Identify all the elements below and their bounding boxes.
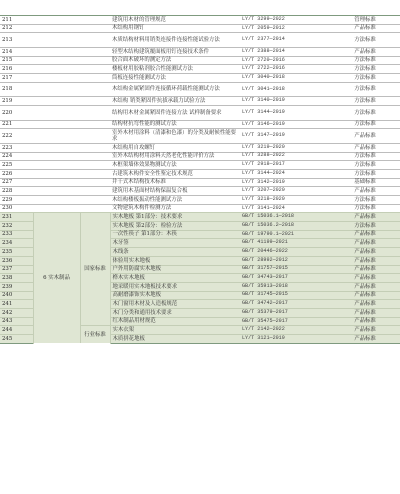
table-row	[0, 106, 400, 121]
standard-code: GB/T 19790.1—2021	[240, 230, 330, 239]
row-blank	[33, 24, 110, 33]
standard-type: 方法标准	[330, 204, 400, 213]
standard-name: 红木制品用材规范	[110, 317, 240, 326]
row-number: 226	[0, 169, 33, 178]
row-number: 221	[0, 120, 33, 129]
row-number: 237	[0, 265, 33, 274]
standard-code: LY/T 3218—2020	[240, 196, 330, 205]
standard-name: 实木衣架	[110, 326, 240, 335]
row-blank	[33, 33, 110, 48]
row-number: 228	[0, 187, 33, 196]
standard-code: LY/T 3219—2020	[240, 143, 330, 152]
standard-type: 产品标准	[330, 47, 400, 56]
row-blank	[33, 120, 110, 129]
row-blank	[33, 106, 110, 121]
standard-code: LY/T 3207—2020	[240, 187, 330, 196]
row-number: 225	[0, 161, 33, 170]
standard-code: LY/T 3144—2024	[240, 169, 330, 178]
standard-type: 产品标准	[330, 143, 400, 152]
standard-code: LY/T 3288—2022	[240, 152, 330, 161]
standard-name: 木门分类和通用技术要求	[110, 308, 240, 317]
standard-name: 榫木实木地板	[110, 274, 240, 283]
standard-code: GB/T 28992—2012	[240, 256, 330, 265]
table-row	[0, 33, 400, 48]
standard-code: LY/T 3140—2019	[240, 97, 330, 106]
row-blank	[33, 56, 110, 65]
standard-name: 木结构用钢钉	[110, 24, 240, 33]
row-number: 216	[0, 65, 33, 74]
standard-code: LY/T 3141—2024	[240, 204, 330, 213]
row-number: 244	[0, 326, 33, 335]
row-number: 222	[0, 129, 33, 144]
standard-code: GB/T 35379—2017	[240, 308, 330, 317]
table-row	[0, 152, 400, 161]
row-blank	[33, 47, 110, 56]
table-row	[0, 16, 400, 25]
standard-code: GB/T 35913—2018	[240, 282, 330, 291]
standard-code: LY/T 3144—2019	[240, 106, 330, 121]
row-number: 217	[0, 74, 33, 83]
standard-name: 胶合面木破坏的测定方法	[110, 56, 240, 65]
standard-code: GB/T 31757—2015	[240, 265, 330, 274]
standard-type: 方法标准	[330, 152, 400, 161]
standard-type: 方法标准	[330, 56, 400, 65]
national-standard-label: 国家标准	[80, 213, 110, 326]
standard-name: 木结构楼板振动性能测试方法	[110, 196, 240, 205]
standard-code: LY/T 3299—2022	[240, 16, 330, 25]
standard-code: LY/T 2918—2017	[240, 161, 330, 170]
row-blank	[33, 129, 110, 144]
standard-name: 古建筑木构件安全性鉴定技术规范	[110, 169, 240, 178]
standard-type: 方法标准	[330, 82, 400, 97]
row-number: 243	[0, 317, 33, 326]
table-row	[0, 187, 400, 196]
standard-type: 方法标准	[330, 65, 400, 74]
standard-type: 方法标准	[330, 106, 400, 121]
standard-code: LY/T 3041—2018	[240, 82, 330, 97]
row-number: 215	[0, 56, 33, 65]
row-blank	[33, 16, 110, 25]
standard-type: 产品标准	[330, 187, 400, 196]
standard-type: 产品标准	[330, 308, 400, 317]
standard-code: LY/T 2059—2012	[240, 24, 330, 33]
row-blank	[33, 143, 110, 152]
standard-code: LY/T 2722—2016	[240, 65, 330, 74]
standard-type: 产品标准	[330, 300, 400, 309]
row-number: 212	[0, 24, 33, 33]
table-row	[0, 178, 400, 187]
standard-code: LY/T 2388—2014	[240, 47, 330, 56]
standard-name: 井干式木结构技术标准	[110, 178, 240, 187]
standard-type: 产品标准	[330, 291, 400, 300]
standard-code: LY/T 3121—2019	[240, 335, 330, 344]
standard-type: 产品标准	[330, 248, 400, 257]
table-row	[0, 65, 400, 74]
row-number: 230	[0, 204, 33, 213]
standard-type: 产品标准	[330, 317, 400, 326]
row-number: 245	[0, 335, 33, 344]
row-number: 214	[0, 47, 33, 56]
standard-code: LY/T 2720—2016	[240, 56, 330, 65]
table-row	[0, 161, 400, 170]
row-blank	[33, 97, 110, 106]
standard-type: 产品标准	[330, 230, 400, 239]
standard-code: LY/T 3040—2018	[240, 74, 330, 83]
standard-code: GB/T 15036.1—2018	[240, 213, 330, 222]
row-blank	[33, 178, 110, 187]
standard-code: GB/T 20446—2022	[240, 248, 330, 257]
standard-name: 建筑用木基面材结构保温复合板	[110, 187, 240, 196]
standard-code: LY/T 2142—2022	[240, 326, 330, 335]
standard-name: 木框架墙体效果物测试方法	[110, 161, 240, 170]
row-blank	[33, 187, 110, 196]
standard-type: 产品标准	[330, 326, 400, 335]
row-number: 223	[0, 143, 33, 152]
row-number: 219	[0, 97, 33, 106]
table-row	[0, 74, 400, 83]
row-number: 220	[0, 106, 33, 121]
standard-name: 结构材抗弯性能的测试方法	[110, 120, 240, 129]
standard-code: GB/T 34742—2017	[240, 300, 330, 309]
standard-type: 产品标准	[330, 213, 400, 222]
row-number: 213	[0, 33, 33, 48]
row-number: 235	[0, 248, 33, 257]
standard-type: 基础标准	[330, 178, 400, 187]
standard-type: 方法标准	[330, 161, 400, 170]
row-blank	[33, 65, 110, 74]
category-cell: 6 实木制品	[33, 213, 80, 343]
standard-code: GB/T 34743—2017	[240, 274, 330, 283]
standard-name: 木质结构材料用销类连接件连接性能试验方法	[110, 33, 240, 48]
standard-code: LY/T 2377—2014	[240, 33, 330, 48]
standard-name: 室外木材用涂料（清漆和色漆）的分类及耐候性能要求	[110, 129, 240, 144]
row-number: 239	[0, 282, 33, 291]
standard-name: 建筑用木材的管理规范	[110, 16, 240, 25]
row-blank	[33, 196, 110, 205]
table-row	[0, 56, 400, 65]
row-blank	[33, 169, 110, 178]
standard-type: 管理标准	[330, 16, 400, 25]
row-number: 211	[0, 16, 33, 25]
standard-code: LY/T 3146—2019	[240, 120, 330, 129]
standard-code: GB/T 15036.2—2018	[240, 222, 330, 231]
standard-code: LY/T 3142—2019	[240, 178, 330, 187]
row-number: 240	[0, 291, 33, 300]
standard-type: 方法标准	[330, 120, 400, 129]
row-blank	[33, 204, 110, 213]
row-number: 242	[0, 308, 33, 317]
row-number: 238	[0, 274, 33, 283]
standards-table	[0, 15, 400, 344]
table-row	[0, 24, 400, 33]
standard-name: 实木地板 第1部分：技术要求	[110, 213, 240, 222]
standard-type: 产品标准	[330, 335, 400, 344]
row-number: 227	[0, 178, 33, 187]
table-row	[0, 169, 400, 178]
row-number: 231	[0, 213, 33, 222]
standard-type: 产品标准	[330, 274, 400, 283]
table-row	[0, 129, 400, 144]
table-row	[0, 47, 400, 56]
standard-name: 木结构用自攻螺钉	[110, 143, 240, 152]
table-row	[0, 97, 400, 106]
table-row	[0, 82, 400, 97]
row-number: 236	[0, 256, 33, 265]
standard-name: 地采暖用实木地板技术要求	[110, 282, 240, 291]
standard-name: 文物建筑木构件检测方法	[110, 204, 240, 213]
standard-type: 方法标准	[330, 222, 400, 231]
standard-name: 结构用木材金属紧固件连接方法 试样制备要求	[110, 106, 240, 121]
standard-type: 方法标准	[330, 169, 400, 178]
row-blank	[33, 161, 110, 170]
standard-name: 木结构金属紧固件连接循环荷载性能测试方法	[110, 82, 240, 97]
standard-type: 方法标准	[330, 33, 400, 48]
standard-type: 方法标准	[330, 74, 400, 83]
table-row	[0, 143, 400, 152]
standard-code: GB/T 35475—2017	[240, 317, 330, 326]
row-number: 234	[0, 239, 33, 248]
row-number: 229	[0, 196, 33, 205]
table-row	[0, 204, 400, 213]
row-number: 233	[0, 230, 33, 239]
standard-name: 轻型木结构建筑覆面板用钉连接技术条件	[110, 47, 240, 56]
standard-type: 产品标准	[330, 239, 400, 248]
standards-table-body	[0, 16, 400, 344]
row-number: 232	[0, 222, 33, 231]
row-number: 224	[0, 152, 33, 161]
table-row	[0, 213, 400, 222]
standard-code: LY/T 3147—2019	[240, 129, 330, 144]
row-number: 218	[0, 82, 33, 97]
standard-type: 产品标准	[330, 265, 400, 274]
standard-code: GB/T 41199—2021	[240, 239, 330, 248]
standard-type: 方法标准	[330, 196, 400, 205]
standard-name: 户外用防腐实木地板	[110, 265, 240, 274]
standard-type: 产品标准	[330, 24, 400, 33]
standard-type: 产品标准	[330, 129, 400, 144]
row-number: 241	[0, 300, 33, 309]
standard-name: 楼板材用胶粘剂胶合性能测试方法	[110, 65, 240, 74]
standard-name: 木线条	[110, 248, 240, 257]
standard-type: 产品标准	[330, 256, 400, 265]
standard-name: 高耐磨漆饰实木地板	[110, 291, 240, 300]
standard-name: 木门窗用木材及人造板规范	[110, 300, 240, 309]
row-blank	[33, 152, 110, 161]
table-row	[0, 120, 400, 129]
standard-name: 木结构 销类紧固件抗拔承载力试验方法	[110, 97, 240, 106]
row-blank	[33, 82, 110, 97]
standard-type: 产品标准	[330, 282, 400, 291]
industry-standard-label: 行业标准	[80, 326, 110, 343]
standard-name: 木牙签	[110, 239, 240, 248]
standard-name: 木质拼花地板	[110, 335, 240, 344]
table-row	[0, 196, 400, 205]
row-blank	[33, 74, 110, 83]
standard-code: GB/T 31745—2015	[240, 291, 330, 300]
standard-name: 筒板连接性能测试方法	[110, 74, 240, 83]
standard-name: 一次性筷子 第1部分：木筷	[110, 230, 240, 239]
standard-name: 室外木结构材用涂料天然老化性能评价方法	[110, 152, 240, 161]
standard-type: 方法标准	[330, 97, 400, 106]
standard-name: 实木地板 第2部分：检验方法	[110, 222, 240, 231]
standard-name: 体验用实木地板	[110, 256, 240, 265]
